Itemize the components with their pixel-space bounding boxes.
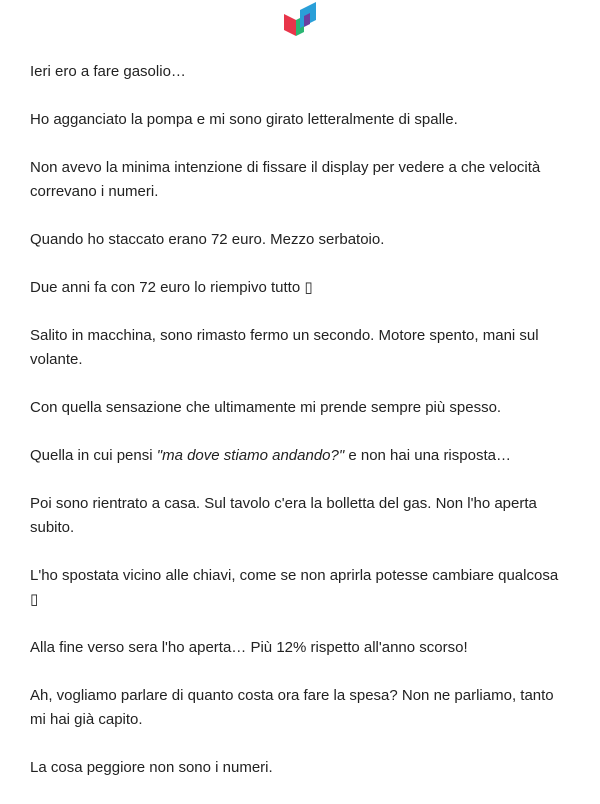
brand-logo-icon xyxy=(276,2,324,36)
paragraph-8 xyxy=(30,444,570,468)
paragraph-7: Con quella sensazione che ultimamente mi prende sempre più spesso. xyxy=(30,399,502,416)
paragraph-8-after: e non hai una risposta… xyxy=(344,447,511,464)
post-body xyxy=(30,60,570,804)
paragraph-6: Salito in macchina, sono rimasto fermo un secondo. Motore spento, mani sul volante. xyxy=(30,327,539,368)
paragraph-2: Ho agganciato la pompa e mi sono girato letteralmente di spalle. xyxy=(30,111,458,128)
paragraph-12: Ah, vogliamo parlare di quanto costa ora fare la spesa? Non ne parliamo, tanto mi hai già capito. xyxy=(30,687,554,728)
paragraph-4: Quando ho staccato erano 72 euro. Mezzo serbatoio. xyxy=(30,231,385,248)
paragraph-11: Alla fine verso sera l'ho aperta… Più 12% rispetto all'anno scorso! xyxy=(30,639,468,656)
paragraph-10: L'ho spostata vicino alle chiavi, come se non aprirla potesse cambiare qualcosa ▯ xyxy=(30,567,559,608)
paragraph-5: Due anni fa con 72 euro lo riempivo tutto ▯ xyxy=(30,279,313,296)
paragraph-8-quote: "ma dove stiamo andando?" xyxy=(156,447,345,464)
paragraph-3: Non avevo la minima intenzione di fissare il display per vedere a che velocità correvano i numeri. xyxy=(30,159,541,200)
paragraph-1: Ieri ero a fare gasolio… xyxy=(30,63,186,80)
paragraph-9: Poi sono rientrato a casa. Sul tavolo c'era la bolletta del gas. Non l'ho aperta subito. xyxy=(30,495,537,536)
paragraph-8-before: Quella in cui pensi xyxy=(30,447,157,464)
paragraph-13: La cosa peggiore non sono i numeri. xyxy=(30,759,273,776)
